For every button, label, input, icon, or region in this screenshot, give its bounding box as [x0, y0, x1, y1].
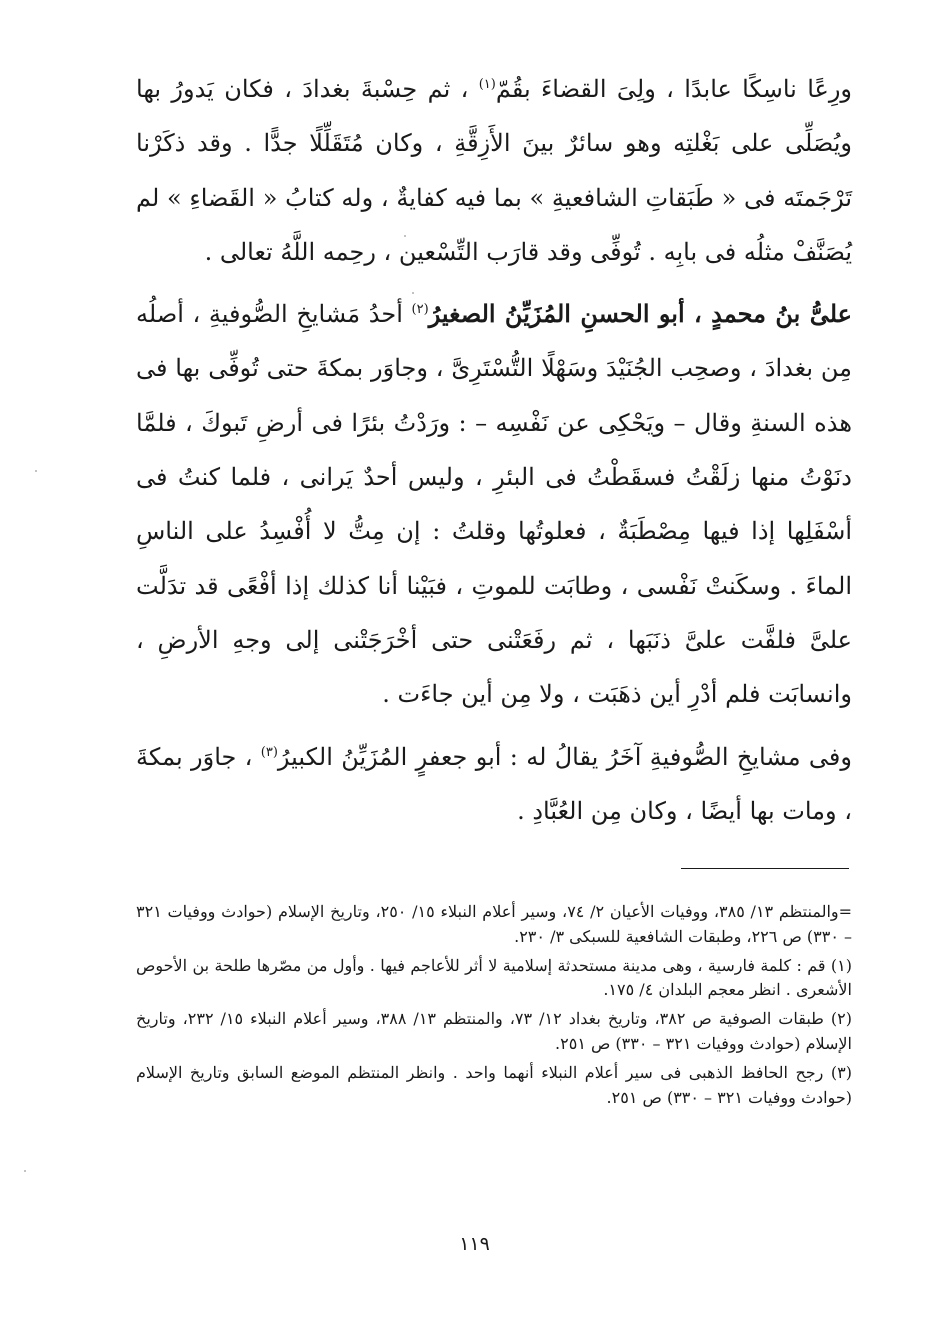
page-number: ١١٩ [459, 1233, 490, 1255]
paragraph-1-start: ورِعًا ناسِكًا عابدًا ، ولِىَ القضاءَ بقُمّ [495, 75, 853, 103]
biography-name-heading: علىُّ بنُ محمدٍ ، أبو الحسنِ المُزَيِّنُ الصغيرُ [428, 299, 852, 329]
scan-speck [24, 1170, 26, 1172]
paragraph-2 [136, 287, 852, 721]
paragraph-2-text: أحدُ مَشايخِ الصُّوفيةِ ، أصلُه مِن بغدادَ ، وصحِب الجُنَيْدَ وسَهْلًا التُّسْتَرِىَّ ، وجاوَر بمكةَ حتى تُوفِّى بها فى هذه السنةِ وقال – ويَحْكِى عن نَفْسِه – : ورَدْتُ بئرًا فى أرضِ تَبوكَ ، فلمَّا دنَوْتُ منها زلَقْتُ فسقَطْتُ فى البئرِ ، وليس أحدٌ يَرانى ، فلما كنتُ فى أسْفَلِها إذا فيها مِصْطَبَةٌ ، فعلوتُها وقلتُ : إن مِتُّ لا أُفْسِدُ على الناسِ الماءَ . وسكَنتْ نَفْسى ، وطابَت للموتِ ، فبَيْنا أنا كذلك إذا أفْعًى قد تدَلَّت علىَّ فلفَّت علىَّ ذنَبَها ، ثم رفَعَتْنى حتى أخْرَجَتْنى إلى وجهِ الأرضِ ، وانسابَت فلم أدْرِ أين ذهَبَت ، ولا مِن أين جاءَت . [136, 300, 853, 709]
scan-speck [404, 235, 406, 237]
scan-speck [412, 292, 414, 294]
footnote-separator [681, 868, 849, 869]
main-text [136, 62, 852, 838]
paragraph-1-rest: ، ثم حِسْبةَ بغدادَ ، فكان يَدورُ بها ويُصَلِّى على بَغْلتِه وهو سائرٌ بينَ الأَزِقَّةِ ، وكان مُتَقَلِّلًا جدًّا . وقد ذكَرْنا تَرْجَمتَه فى « طَبَقاتِ الشافعيةِ » بما فيه كفايةٌ ، وله كتابُ « القَضاءِ » لم يُصَنَّفْ مثلُه فى بابِه . تُوفِّى وقد قارَب التِّسْعين ، رحِمه اللَّهُ تعالى . [136, 75, 852, 266]
footnote-ref-1: (١) [478, 77, 496, 92]
footnote-ref-2: (٢) [411, 302, 429, 318]
paragraph-3-start: وفى مشايخِ الصُّوفيةِ آخَرُ يقالُ له : أبو جعفرٍ المُزَيِّنُ الكبيرُ [277, 742, 852, 771]
footnotes [136, 900, 852, 1110]
paragraph-1 [136, 62, 852, 279]
paragraph-3-rest: ، جاوَر بمكةَ ، ومات بها أيضًا ، وكان مِن العُبَّادِ . [136, 742, 852, 825]
footnote-2: (٢) طبقات الصوفية ص ٣٨٢، وتاريخ بغداد ١٢/ ٧٣، والمنتظم ١٣/ ٣٨٨، وسير أعلام النبلاء ١٥/ ٢٣٢، وتاريخ الإسلام (حوادث ووفيات ٣٢١ – ٣٣٠) ص ٢٥١. [136, 1009, 852, 1053]
footnote-3: (٣) رجح الحافظ الذهبى فى سير أعلام النبلاء أنهما واحد . وانظر المنتظم الموضع السابق وتاريخ الإسلام (حوادث ووفيات ٣٢١ – ٣٣٠) ص ٢٥١. [136, 1062, 852, 1107]
footnote-ref-3: (٣) [260, 744, 278, 760]
paragraph-3 [136, 730, 852, 839]
scan-speck [35, 470, 37, 472]
footnote-1: (١) قم : كلمة فارسية ، وهى مدينة مستحدثة إسلامية لا أثر للأعاجم فيها . وأول من مصّرها طلحة بن الأحوص الأشعرى . انظر معجم البلدان ٤/ ١٧٥. [136, 955, 852, 1000]
footnote-continuation: =والمنتظم ١٣/ ٣٨٥، ووفيات الأعيان ٢/ ٧٤، وسير أعلام النبلاء ١٥/ ٢٥٠، وتاريخ الإسلام (حوادث ووفيات ٣٢١ – ٣٣٠) ص ٢٢٦، وطبقات الشافعية للسبكى ٣/ ٢٣٠. [136, 902, 853, 946]
